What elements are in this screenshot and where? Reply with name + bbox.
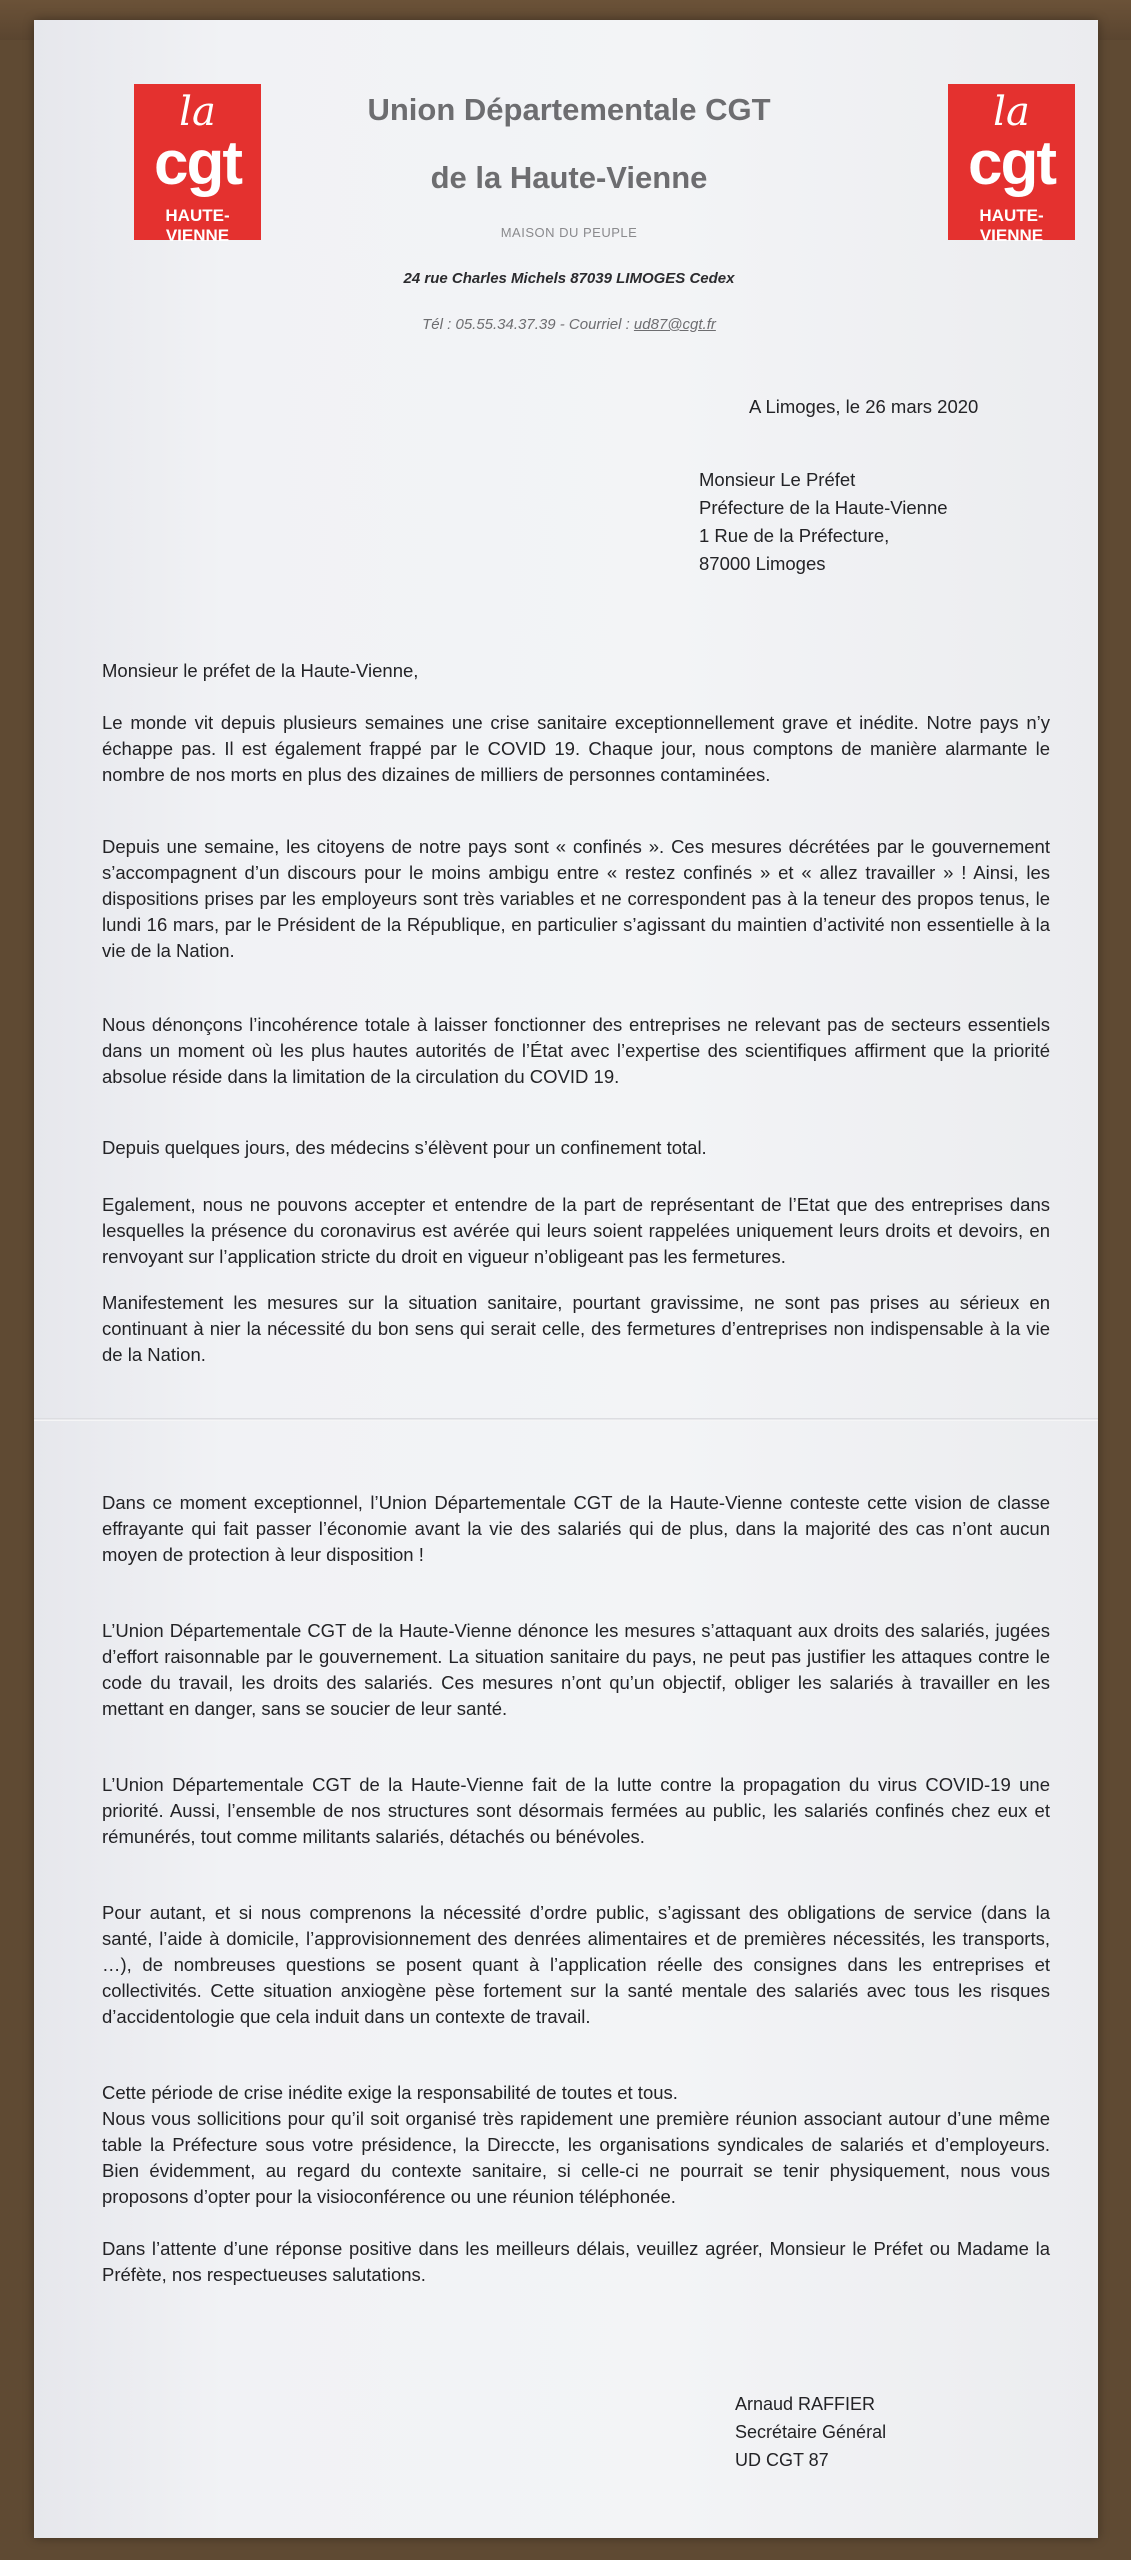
logo-la-text: la [179,89,216,135]
recipient-line: Préfecture de la Haute-Vienne [699,497,948,518]
paragraph-8: L’Union Départementale CGT de la Haute-Vienne dénonce les mesures s’attaquant aux droits des salariés, jugées d’effort raisonnable par le gouvernement. La situation sanitaire du pays, ne peut pas justifier les attaques contre le code du travail, les droits des salariés. Ces mesures n’ont qu’un objectif, obliger les salariés à travailler en les mettant en danger, sans se soucier de leur santé. [102,1620,1050,1719]
signature-line: UD CGT 87 [735,2450,829,2470]
recipient-line: 1 Rue de la Préfecture, [699,525,890,546]
recipient-line: Monsieur Le Préfet [699,469,856,490]
paper-fold-crease [34,1418,1098,1421]
org-title-line1: Union Départementale CGT [367,92,771,127]
recipient-line: 87000 Limoges [699,553,826,574]
paragraph-10: Pour autant, et si nous comprenons la nécessité d’ordre public, s’agissant des obligations de service (dans la santé, l’aide à domicile, l’approvisionnement des denrées alimentaires et de premières nécessités, les transports, …), de nombreuses questions se posent quant à l’application réelle des consignes dans les entreprises et collectivités. Cette situation anxiogène pèse fortement sur la santé mentale des salariés avec tous les risques d’accidentologie que cela induit dans un contexte de travail. [102,1902,1050,2027]
paragraph-1: Le monde vit depuis plusieurs semaines une crise sanitaire exceptionnellement grave et inédite. Notre pays n’y échappe pas. Il est également frappé par le COVID 19. Chaque jour, nous comptons de manière alarmante le nombre de nos morts en plus des dizaines de milliers de personnes contaminées. [102,712,1050,785]
recipient-block [699,466,948,578]
paragraph-9: L’Union Départementale CGT de la Haute-Vienne fait de la lutte contre la propagation du virus COVID-19 une priorité. Aussi, l’ensemble de nos structures sont désormais fermées au public, les salariés confinés chez eux et rémunérés, tout comme militants salariés, détachés ou bénévoles. [102,1774,1050,1847]
logo-la-text: la [993,89,1030,135]
closing-formula: Dans l’attente d’une réponse positive dans les meilleurs délais, veuillez agréer, Monsieur le Préfet ou Madame la Préfète, nos respectueuses salutations. [102,2238,1050,2285]
paragraph-4: Depuis quelques jours, des médecins s’élèvent pour un confinement total. [102,1137,707,1158]
logo-region-text: HAUTE-VIENNE [979,206,1044,245]
paragraph-7: Dans ce moment exceptionnel, l’Union Départementale CGT de la Haute-Vienne conteste cette vision de classe effrayante qui fait passer l’économie avant la vie des salariés qui de plus, dans la majorité des cas n’ont aucun moyen de protection à leur disposition ! [102,1492,1050,1565]
email-link[interactable]: ud87@cgt.fr [633,316,716,333]
signature-block [735,2390,886,2474]
letter-page [34,20,1098,2538]
signature-line: Secrétaire Général [735,2422,887,2442]
logo-region-text: HAUTE-VIENNE [165,206,230,245]
signature-line: Arnaud RAFFIER [735,2394,876,2414]
org-contact [204,316,934,333]
salutation: Monsieur le préfet de la Haute-Vienne, [102,660,419,681]
meeting-request: Nous vous sollicitions pour qu’il soit organisé très rapidement une première réunion associant autour d’une même table la Préfecture sous votre présidence, la Direccte, les organisations syndicales de salariés et d’employeurs. Bien évidemment, au regard du contexte sanitaire, si celle-ci ne pourrait se tenir physiquement, nous vous proposons d’opter pour la visioconférence ou une réunion téléphonée. [102,2108,1050,2207]
org-phone: Tél : 05.55.34.37.39 - Courriel : [422,316,634,333]
paragraph-2: Depuis une semaine, les citoyens de notre pays sont « confinés ». Ces mesures décrétées par le gouvernement s’accompagnent d’un discours pour le moins ambigu entre « restez confinés » et « allez travailler » ! Ainsi, les dispositions prises par les employeurs sont très variables et ne correspondent pas à la teneur des propos tenus, le lundi 16 mars, par le Président de la République, en particulier s’agissant du maintien d’activité non essentielle à la vie de la Nation. [102,836,1050,961]
logo-cgt-text: cgt [154,129,241,198]
org-address: 24 rue Charles Michels 87039 LIMOGES Cedex [403,270,735,287]
paragraph-6: Manifestement les mesures sur la situation sanitaire, pourtant gravissime, ne sont pas prises au sérieux en continuant à nier la nécessité du bon sens qui serait celle, des fermetures d’entreprises non indispensable à la vie de la Nation. [102,1292,1050,1365]
paragraph-3: Nous dénonçons l’incohérence totale à laisser fonctionner des entreprises ne relevant pas de secteurs essentiels dans un moment où les plus hautes autorités de l’État avec l’expertise des scientifiques affirment que la priorité absolue réside dans la limitation de la circulation du COVID 19. [102,1014,1050,1087]
logo-cgt-text: cgt [968,129,1055,198]
paragraph-5: Egalement, nous ne pouvons accepter et entendre de la part de représentant de l’Etat que des entreprises dans lesquelles la présence du coronavirus est avérée qui leurs soient rappelées uniquement leurs droits et devoirs, en renvoyant sur l’application stricte du droit en vigueur n’obligeant pas les fermetures. [102,1194,1050,1267]
org-subtitle: MAISON DU PEUPLE [500,225,638,240]
place-date: A Limoges, le 26 mars 2020 [749,396,979,417]
org-title-line2: de la Haute-Vienne [430,160,708,195]
cgt-logo-right [948,84,1075,245]
crisis-line: Cette période de crise inédite exige la responsabilité de toutes et tous. [102,2082,678,2103]
